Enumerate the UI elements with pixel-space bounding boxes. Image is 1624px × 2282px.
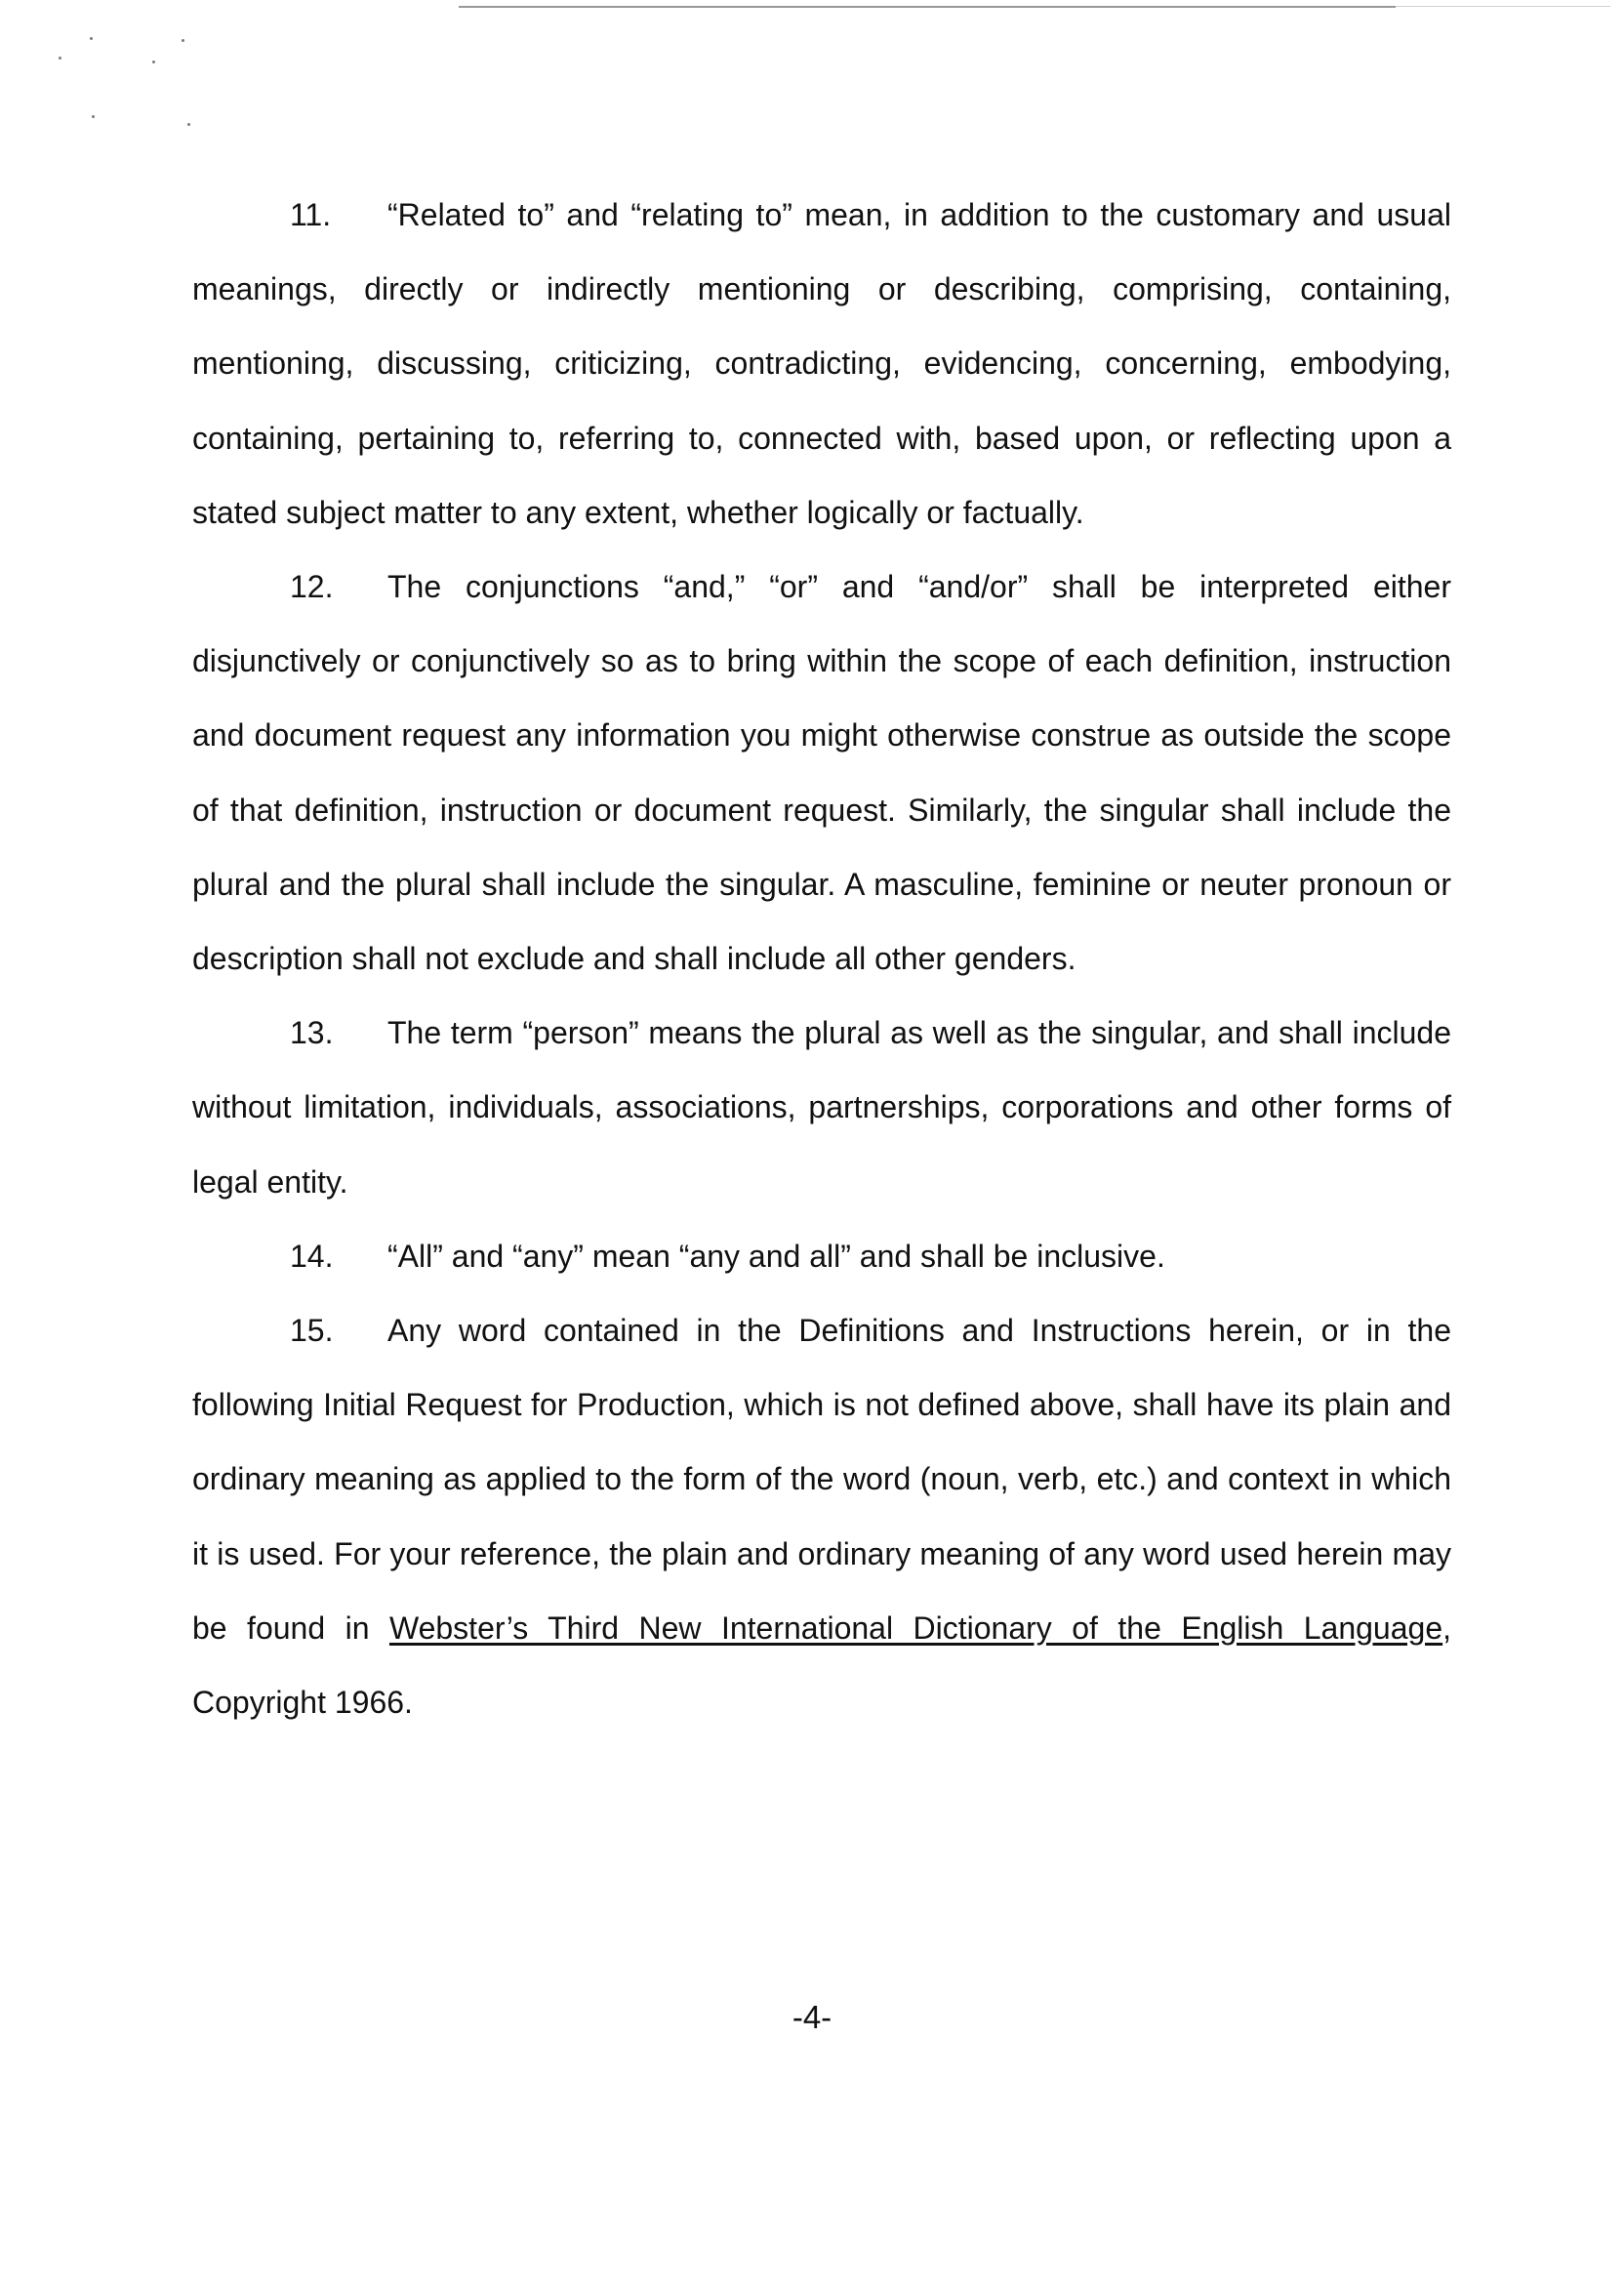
paragraph-text: Any word contained in the Definitions and Instructions herein, or in the following Initial Request for Production, which is not defined above, shall have its plain and ordinary meaning as applied to the form of the word (noun, verb, etc.) and context in which it is used. For your reference, the plain and ordinary meaning of any word used herein may be found in — [192, 1313, 1451, 1646]
scan-speck — [92, 115, 95, 118]
paragraph-number: 15. — [290, 1313, 334, 1349]
paragraph-text: The conjunctions “and,” “or” and “and/or” shall be interpreted either disjunctively or conjunctively so as to bring within the scope of each definition, instruction and document request any information you might otherwise construe as outside the scope of that definition, instruction or document request. Similarly, the singular shall include the plural and the plural shall include the singular. A masculine, feminine or neuter pronoun or description shall not exclude and shall include all other genders. — [192, 569, 1451, 977]
paragraph-text-end: , Copyright 1966. — [192, 1610, 1452, 1721]
paragraph-text: The term “person” means the plural as well as the singular, and shall include without limitation, individuals, associations, partnerships, corporations and other forms of legal entity. — [192, 1015, 1451, 1200]
paragraph-11 — [192, 178, 1451, 550]
paragraph-text: “Related to” and “relating to” mean, in addition to the customary and usual meanings, directly or indirectly mentioning or describing, comprising, containing, mentioning, discussing, criticizing, contradicting, evidencing, concerning, embodying, containing, pertaining to, referring to, connected with, based upon, or reflecting upon a stated subject matter to any extent, whether logically or factually. — [192, 197, 1451, 530]
paragraph-14 — [192, 1219, 1451, 1293]
paragraph-number: 13. — [290, 1015, 334, 1051]
page-number: -4- — [792, 1999, 832, 2035]
paragraph-number: 12. — [290, 569, 334, 605]
scan-speck — [59, 57, 61, 60]
scan-speck — [182, 39, 184, 42]
document-body — [192, 178, 1451, 1739]
scan-speck — [90, 37, 93, 40]
dictionary-reference-title: Webster’s Third New International Dictionary of the English Language — [388, 1610, 1443, 1646]
paragraph-number: 11. — [290, 197, 332, 232]
paragraph-15 — [192, 1293, 1451, 1739]
scan-artifact-line — [1396, 6, 1610, 7]
scan-speck — [187, 123, 190, 126]
paragraph-12 — [192, 550, 1451, 996]
paragraph-number: 14. — [290, 1238, 334, 1274]
paragraph-text: “All” and “any” mean “any and all” and shall be inclusive. — [387, 1238, 1165, 1274]
paragraph-13 — [192, 996, 1451, 1219]
scan-artifact-line — [459, 6, 1396, 8]
scan-speck — [152, 61, 155, 63]
